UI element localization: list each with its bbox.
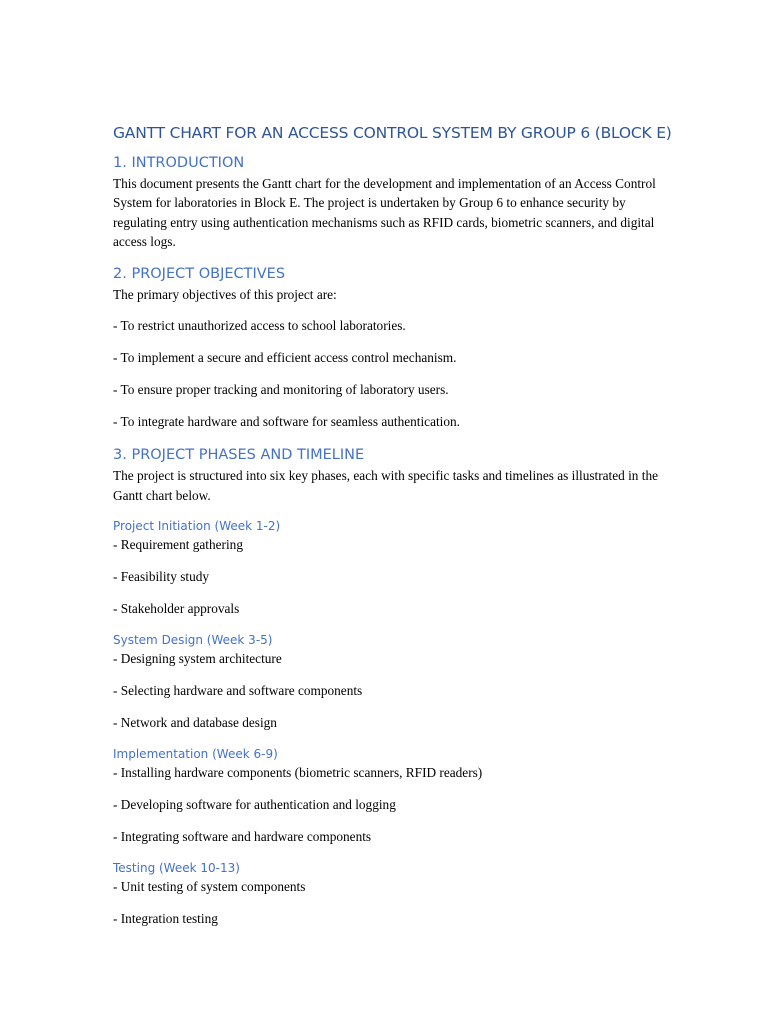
phase-system-design — [113, 631, 668, 732]
objectives-section — [113, 263, 668, 431]
phase-implementation — [113, 745, 668, 846]
phase-task: - Stakeholder approvals — [113, 601, 240, 617]
phase-task: - Selecting hardware and software components — [113, 683, 363, 699]
phase-testing — [113, 859, 668, 928]
document-title: GANTT CHART FOR AN ACCESS CONTROL SYSTEM BY GROUP 6 (BLOCK E) — [113, 124, 672, 142]
phase-task: - Feasibility study — [113, 569, 210, 585]
phase-task: - Integration testing — [113, 911, 218, 927]
phases-heading: 3. PROJECT PHASES AND TIMELINE — [113, 447, 365, 464]
phases-section — [113, 444, 668, 928]
phase-title: Testing (Week 10-13) — [113, 861, 240, 876]
objectives-heading: 2. PROJECT OBJECTIVES — [113, 266, 286, 283]
phase-task: - Designing system architecture — [113, 651, 282, 667]
objective-item: - To implement a secure and efficient access control mechanism. — [113, 350, 457, 366]
phases-lead: The project is structured into six key phases, each with specific tasks and timelines as illustrated in the Gantt chart below. — [113, 468, 659, 503]
objective-item: - To restrict unauthorized access to school laboratories. — [113, 318, 406, 334]
introduction-paragraph: This document presents the Gantt chart for the development and implementation of an Access Control System for laboratories in Block E. The project is undertaken by Group 6 to enhance security by regulating entry using authentication mechanisms such as RFID cards, biometric scanners, and digital access logs. — [113, 176, 656, 249]
objective-item: - To integrate hardware and software for seamless authentication. — [113, 414, 460, 430]
phase-task: - Requirement gathering — [113, 537, 243, 553]
phase-task: - Developing software for authentication and logging — [113, 797, 396, 813]
phase-task: - Integrating software and hardware components — [113, 829, 372, 845]
introduction-heading: 1. INTRODUCTION — [113, 155, 245, 171]
phase-project-initiation — [113, 517, 668, 618]
phase-task: - Unit testing of system components — [113, 879, 306, 895]
phase-task: - Network and database design — [113, 715, 277, 731]
objective-item: - To ensure proper tracking and monitoring of laboratory users. — [113, 382, 449, 398]
phase-title: Project Initiation (Week 1-2) — [113, 519, 281, 534]
phase-task: - Installing hardware components (biometric scanners, RFID readers) — [113, 765, 483, 781]
phase-title: Implementation (Week 6-9) — [113, 747, 278, 762]
introduction-section — [113, 152, 668, 251]
phase-title: System Design (Week 3-5) — [113, 633, 273, 648]
objectives-lead: The primary objectives of this project are: — [113, 287, 337, 303]
